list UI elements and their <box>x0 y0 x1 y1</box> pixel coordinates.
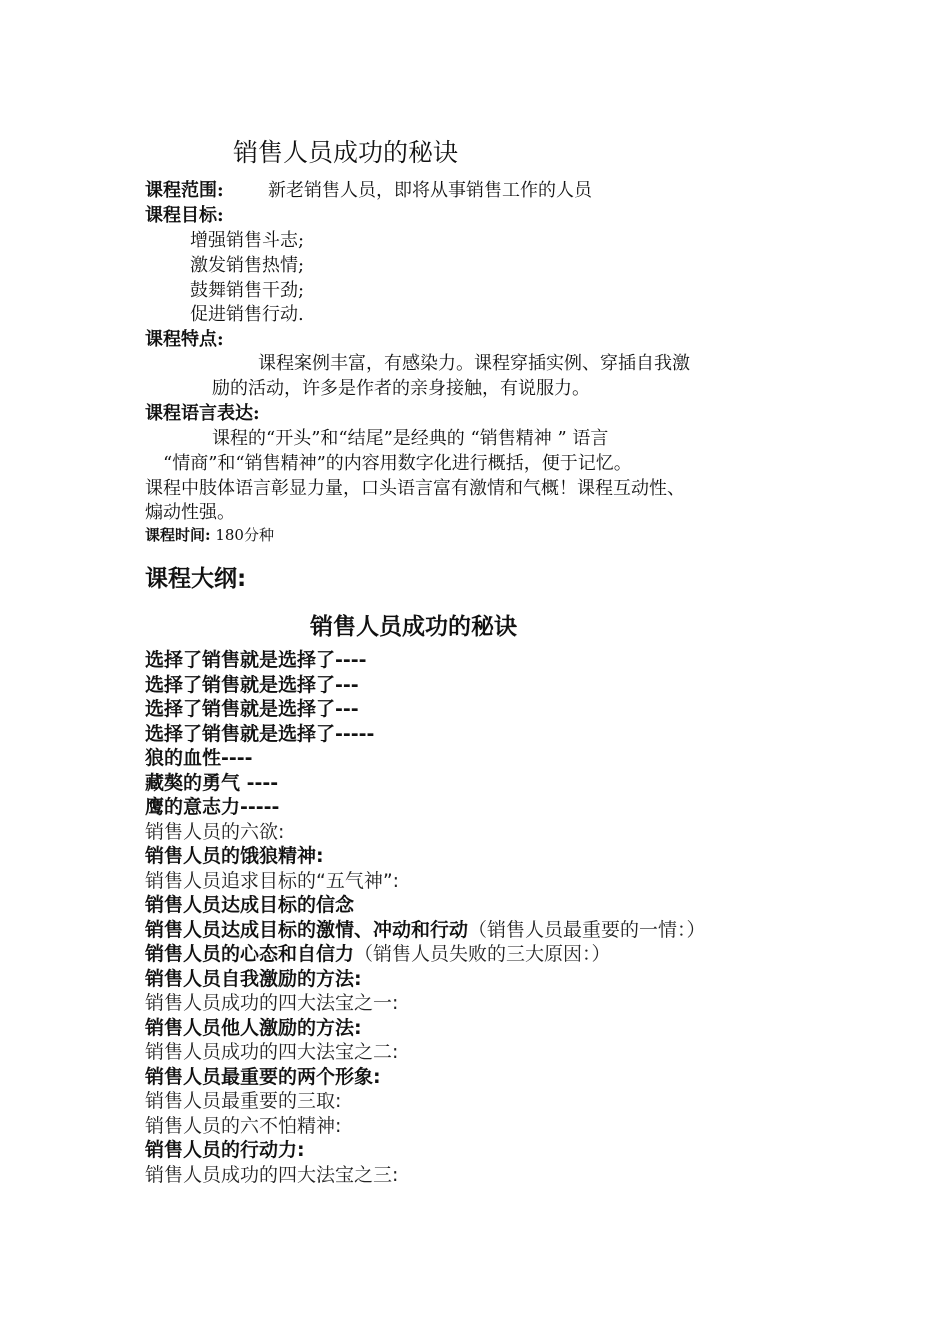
outline-item <box>145 722 825 747</box>
outline-item-text: 销售人员的六不怕精神: <box>145 1114 342 1137</box>
outline-item <box>145 918 825 943</box>
outline-item-text: 销售人员的六欲: <box>145 820 285 843</box>
outline-item <box>145 820 825 845</box>
outline-item-text: 销售人员成功的四大法宝之三: <box>145 1163 399 1186</box>
feature-text-line: 课程案例丰富，有感染力。课程穿插实例、穿插自我激 <box>258 353 690 374</box>
outline-item <box>145 673 825 698</box>
outline-item-text: 销售人员最重要的三取: <box>145 1090 342 1112</box>
outline-title: 销售人员成功的秘诀 <box>310 614 517 640</box>
outline-list <box>145 648 825 1187</box>
outline-item <box>145 869 825 894</box>
outline-item-text: 销售人员最重要的两个形象: <box>145 1065 381 1088</box>
outline-item-text: 销售人员成功的四大法宝之一: <box>145 992 399 1014</box>
outline-item <box>145 1089 825 1114</box>
outline-item-note: （销售人员失败的三大原因：） <box>354 943 611 965</box>
outline-item-text: 销售人员达成目标的信念 <box>145 894 355 916</box>
outline-item <box>145 1114 825 1139</box>
outline-item <box>145 648 825 673</box>
time-label: 课程时间: <box>145 526 211 544</box>
outline-item-text: 选择了销售就是选择了---- <box>145 649 367 671</box>
language-text-line: 课程中肢体语言彰显力量，口头语言富有激情和气概！课程互动性、 <box>145 478 685 499</box>
language-text-line: 课程的“开头”和“结尾”是经典的 “销售精神 ” 语言 <box>212 428 609 449</box>
outline-item <box>145 1040 825 1065</box>
outline-heading: 课程大纲: <box>145 566 247 592</box>
outline-item-text: 狼的血性---- <box>145 747 253 769</box>
language-label: 课程语言表达: <box>145 403 260 424</box>
goal-item: 鼓舞销售干劲; <box>190 280 305 301</box>
goal-label: 课程目标: <box>145 205 224 226</box>
outline-item <box>145 1065 825 1090</box>
outline-item-text: 销售人员成功的四大法宝之二: <box>145 1041 399 1063</box>
outline-item <box>145 1163 825 1188</box>
outline-item <box>145 1016 825 1041</box>
outline-item <box>145 697 825 722</box>
outline-item <box>145 967 825 992</box>
feature-text-line: 励的活动，许多是作者的亲身接触，有说服力。 <box>212 378 590 399</box>
outline-item-text: 销售人员的行动力: <box>145 1139 305 1161</box>
outline-item-text: 选择了销售就是选择了--- <box>145 698 359 720</box>
document-title: 销售人员成功的秘诀 <box>233 138 459 167</box>
goal-item: 激发销售热情; <box>190 255 305 276</box>
outline-item <box>145 893 825 918</box>
outline-item-text: 销售人员他人激励的方法: <box>145 1016 362 1039</box>
outline-item-text: 选择了销售就是选择了--- <box>145 673 359 696</box>
time-row <box>145 524 274 545</box>
outline-item <box>145 746 825 771</box>
outline-item <box>145 1138 825 1163</box>
outline-item-text: 鹰的意志力----- <box>145 796 280 818</box>
outline-item-note: （销售人员最重要的一情：） <box>468 918 706 941</box>
outline-item-text: 销售人员自我激励的方法: <box>145 967 362 990</box>
language-text-line: “情商”和“销售精神”的内容用数字化进行概括，便于记忆。 <box>163 453 632 474</box>
outline-item-text: 销售人员追求目标的“五气神”: <box>145 869 400 892</box>
scope-label: 课程范围: <box>145 180 224 201</box>
outline-item <box>145 942 825 967</box>
feature-label: 课程特点: <box>145 329 224 350</box>
outline-item <box>145 795 825 820</box>
time-value: 180分种 <box>215 526 274 544</box>
outline-item <box>145 771 825 796</box>
scope-value: 新老销售人员，即将从事销售工作的人员 <box>268 180 592 201</box>
goal-item: 增强销售斗志; <box>190 230 305 251</box>
outline-item-text: 销售人员的心态和自信力 <box>145 943 355 965</box>
outline-item-text: 选择了销售就是选择了----- <box>145 722 375 745</box>
outline-item <box>145 991 825 1016</box>
outline-item-text: 销售人员达成目标的激情、冲动和行动 <box>145 918 469 941</box>
language-text-line: 煽动性强。 <box>145 502 235 523</box>
outline-item-text: 藏獒的勇气 ---- <box>145 771 279 794</box>
goal-item: 促进销售行动. <box>190 304 304 325</box>
outline-item-text: 销售人员的饿狼精神: <box>145 845 324 867</box>
outline-item <box>145 844 825 869</box>
